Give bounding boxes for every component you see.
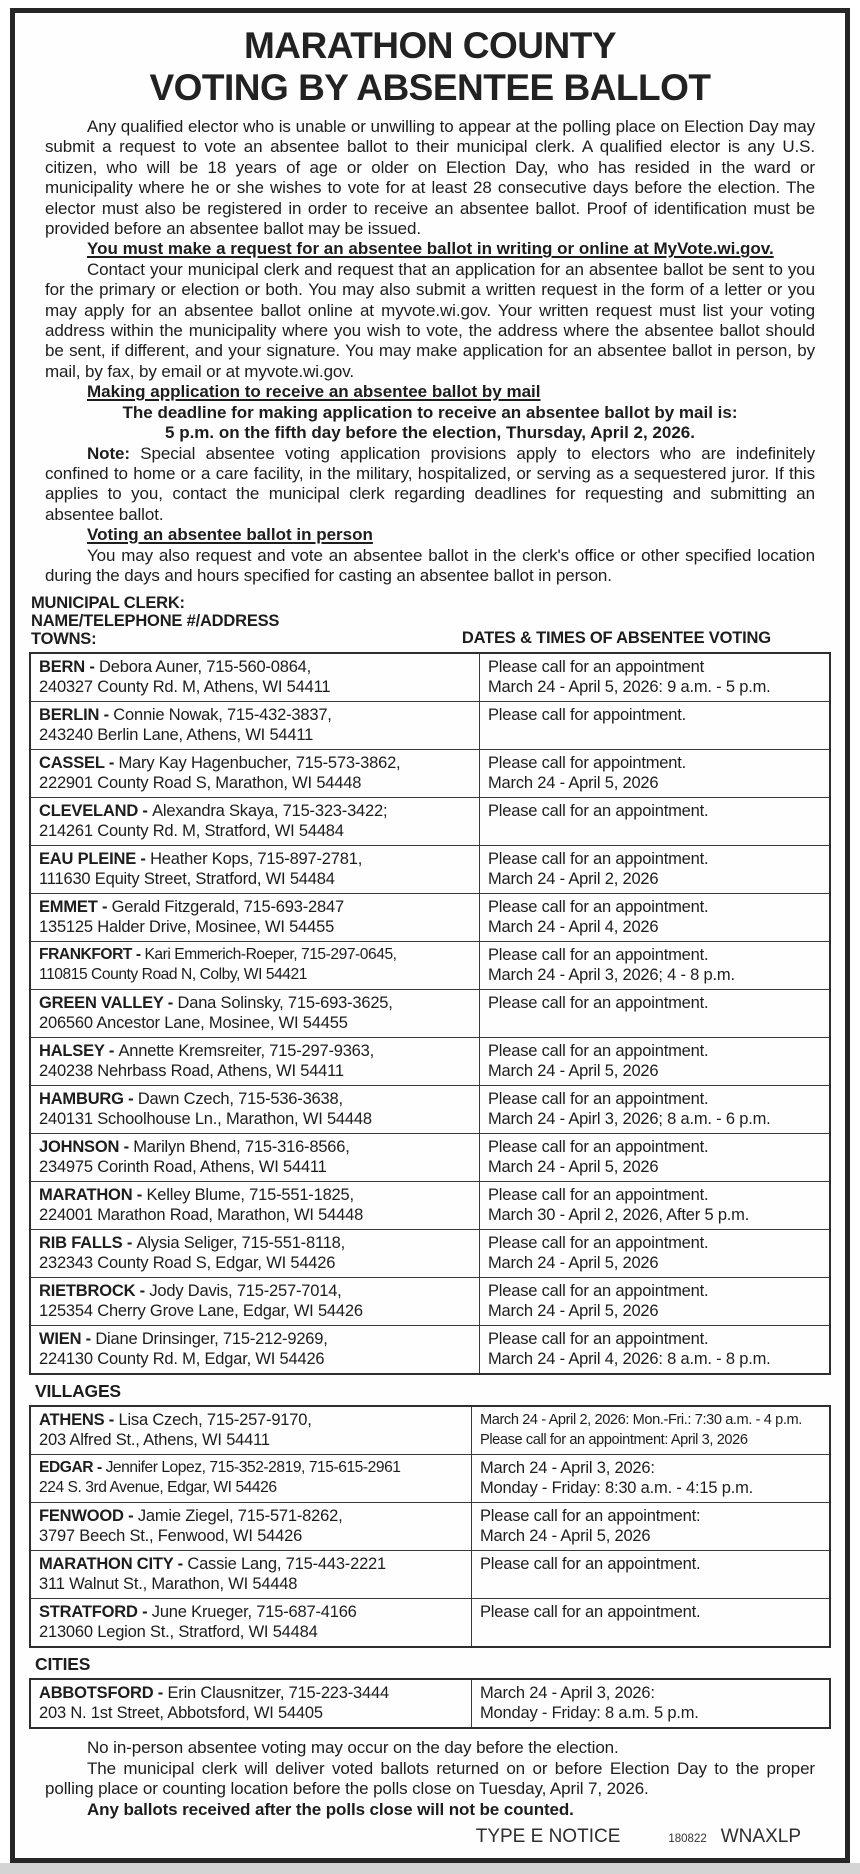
dates-line-2: March 24 - April 2, 2026 — [488, 870, 659, 889]
clerk-header-line-1: MUNICIPAL CLERK: — [31, 594, 185, 613]
dates-line-2: March 24 - Apirl 3, 2026; 8 a.m. - 6 p.m. — [488, 1110, 771, 1129]
clerk-address: 224001 Marathon Road, Marathon, WI 54448 — [39, 1206, 364, 1225]
table-row — [30, 702, 830, 750]
dates-line-1: March 24 - April 3, 2026: — [480, 1459, 655, 1478]
table-row — [30, 942, 830, 990]
table-row — [30, 1134, 830, 1182]
type-e-notice-label: TYPE E NOTICE — [475, 1825, 621, 1847]
dates-cell — [472, 1406, 831, 1455]
clerk-name-phone: Dana Solinsky, 715-693-3625, — [177, 994, 393, 1013]
dates-times-column-header: DATES & TIMES OF ABSENTEE VOTING — [461, 629, 771, 648]
municipality-name: EAU PLEINE - — [39, 850, 151, 869]
dates-cell — [480, 798, 831, 846]
clerk-cell — [30, 702, 480, 750]
table-row — [30, 990, 830, 1038]
dates-line-2: March 24 - April 4, 2026: 8 a.m. - 8 p.m. — [488, 1350, 771, 1369]
clerk-address: 240238 Nehrbass Road, Athens, WI 54411 — [39, 1062, 344, 1081]
dates-cell — [480, 1086, 831, 1134]
dates-cell — [472, 1599, 831, 1648]
dates-line-1: Please call for appointment. — [488, 706, 687, 725]
dates-line-2: Please call for an appointment: April 3, 2026 — [480, 1432, 748, 1449]
clerk-address: 203 N. 1st Street, Abbotsford, WI 54405 — [39, 1704, 323, 1723]
dates-line-2: Monday - Friday: 8:30 a.m. - 4:15 p.m. — [480, 1479, 754, 1498]
towns-table — [29, 652, 831, 1375]
dates-line-1: Please call for an appointment. — [488, 1282, 709, 1301]
dates-cell — [480, 1230, 831, 1278]
dates-line-2: March 24 - April 3, 2026; 4 - 8 p.m. — [488, 966, 735, 985]
clerk-cell — [30, 1086, 480, 1134]
clerk-name-phone: Cassie Lang, 715-443-2221 — [187, 1555, 387, 1574]
clerk-address: 232343 County Road S, Edgar, WI 54426 — [39, 1254, 336, 1273]
clerk-name-phone: June Krueger, 715-687-4166 — [151, 1603, 357, 1622]
clerk-cell — [30, 1326, 480, 1375]
clerk-address: 3797 Beech St., Fenwood, WI 54426 — [39, 1527, 303, 1546]
dates-cell — [472, 1503, 831, 1551]
dates-line-1: Please call for an appointment. — [488, 802, 709, 821]
clerk-address: 234975 Corinth Road, Athens, WI 54411 — [39, 1158, 327, 1177]
heading-application-by-mail: Making application to receive an absentee ballot by mail — [87, 382, 541, 402]
clerk-cell — [30, 1038, 480, 1086]
clerk-cell — [30, 750, 480, 798]
dates-cell — [480, 846, 831, 894]
dates-line-2: March 24 - April 5, 2026 — [488, 1062, 659, 1081]
clerk-name-phone: Dawn Czech, 715-536-3638, — [137, 1090, 343, 1109]
clerk-name-phone: Annette Kremsreiter, 715-297-9363, — [118, 1042, 375, 1061]
municipality-name: RIETBROCK - — [39, 1282, 150, 1301]
clerk-cell — [30, 1455, 472, 1503]
municipality-name: FENWOOD - — [39, 1507, 138, 1526]
clerk-cell — [30, 1134, 480, 1182]
clerk-name-phone: Heather Kops, 715-897-2781, — [150, 850, 363, 869]
dates-cell — [480, 1326, 831, 1375]
clerk-cell — [30, 1599, 472, 1648]
clerk-header-line-3: TOWNS: — [31, 630, 97, 649]
dates-cell — [472, 1551, 831, 1599]
clerk-cell — [30, 894, 480, 942]
footer-ballots-counted-line: Any ballots received after the polls close will not be counted. — [87, 1799, 574, 1819]
footer-block — [29, 1738, 831, 1848]
dates-cell — [472, 1455, 831, 1503]
clerk-address: 110815 County Road N, Colby, WI 54421 — [39, 966, 307, 984]
clerk-cell — [30, 1182, 480, 1230]
table-row — [30, 1455, 830, 1503]
municipality-name: CASSEL - — [39, 754, 119, 773]
dates-line-1: Please call for an appointment. — [480, 1555, 701, 1574]
dates-line-1: Please call for an appointment. — [488, 1234, 709, 1253]
dates-cell — [480, 990, 831, 1038]
dates-line-2: March 24 - April 5, 2026 — [488, 774, 659, 793]
footer-delivery-paragraph: The municipal clerk will deliver voted ballots returned on or before Election Day to the proper polling place or counting location before the polls close on Tuesday, April 7, 2026. — [45, 1758, 815, 1799]
clerk-address: 222901 County Road S, Marathon, WI 54448 — [39, 774, 362, 793]
table-row — [30, 1503, 830, 1551]
clerk-cell — [30, 1679, 472, 1728]
villages-table — [29, 1405, 831, 1648]
clerk-address: 203 Alfred St., Athens, WI 54411 — [39, 1431, 270, 1450]
clerk-name-phone: Jamie Ziegel, 715-571-8262, — [137, 1507, 343, 1526]
table-row — [30, 1278, 830, 1326]
clerk-name-phone: Alexandra Skaya, 715-323-3422; — [152, 802, 388, 821]
clerk-address: 206560 Ancestor Lane, Mosinee, WI 54455 — [39, 1014, 348, 1033]
dates-line-1: Please call for an appointment. — [488, 994, 709, 1013]
clerk-address: 135125 Halder Drive, Mosinee, WI 54455 — [39, 918, 335, 937]
municipality-name: RIB FALLS - — [39, 1234, 137, 1253]
table-row — [30, 1551, 830, 1599]
clerk-name-phone: Kelley Blume, 715-551-1825, — [146, 1186, 354, 1205]
footer-no-inperson-line: No in-person absentee voting may occur on the day before the election. — [87, 1738, 619, 1758]
dates-line-1: March 24 - April 2, 2026: Mon.-Fri.: 7:30 a.m. - 4 p.m. — [480, 1412, 802, 1429]
clerk-cell — [30, 846, 480, 894]
clerk-cell — [30, 653, 480, 702]
dates-line-1: Please call for an appointment. — [488, 1138, 709, 1157]
clerk-name-phone: Erin Clausnitzer, 715-223-3444 — [167, 1684, 389, 1703]
clerk-address: 125354 Cherry Grove Lane, Edgar, WI 54426 — [39, 1302, 363, 1321]
clerk-name-phone: Mary Kay Hagenbucher, 715-573-3862, — [118, 754, 401, 773]
clerk-name-phone: Jennifer Lopez, 715-352-2819, 715-615-2961 — [105, 1459, 401, 1477]
municipality-name: BERN - — [39, 658, 100, 677]
clerk-cell — [30, 1503, 472, 1551]
dates-line-1: Please call for an appointment. — [488, 898, 709, 917]
notice-border-frame — [10, 8, 850, 1863]
note-paragraph — [29, 444, 831, 526]
dates-line-1: Please call for an appointment. — [488, 1090, 709, 1109]
municipality-name: STRATFORD - — [39, 1603, 152, 1622]
dates-cell — [480, 750, 831, 798]
municipality-name: WIEN - — [39, 1330, 96, 1349]
clerk-cell — [30, 942, 480, 990]
heading-request-in-writing: You must make a request for an absentee ballot in writing or online at MyVote.wi.gov. — [87, 239, 774, 259]
dates-line-1: Please call for an appointment: — [480, 1507, 701, 1526]
clerk-cell — [30, 1230, 480, 1278]
clerk-name-phone: Gerald Fitzgerald, 715-693-2847 — [111, 898, 344, 917]
table-row — [30, 1679, 830, 1728]
notice-code: 180822 — [668, 1832, 707, 1845]
dates-line-2: March 24 - April 5, 2026 — [480, 1527, 651, 1546]
table-row — [30, 1086, 830, 1134]
dates-line-2: March 24 - April 5, 2026 — [488, 1158, 659, 1177]
title-line-1: MARATHON COUNTY — [243, 25, 617, 66]
dates-line-2: March 30 - April 2, 2026, After 5 p.m. — [488, 1206, 750, 1225]
table-row — [30, 653, 830, 702]
dates-cell — [480, 1134, 831, 1182]
table-row — [30, 1599, 830, 1648]
table-row — [30, 1326, 830, 1375]
heading-vote-in-person: Voting an absentee ballot in person — [87, 525, 373, 545]
dates-line-1: Please call for an appointment. — [488, 850, 709, 869]
dates-line-2: March 24 - April 4, 2026 — [488, 918, 659, 937]
clerk-cell — [30, 1406, 472, 1455]
clerk-address: 224 S. 3rd Avenue, Edgar, WI 54426 — [39, 1479, 277, 1497]
municipality-name: CLEVELAND - — [39, 802, 153, 821]
in-person-paragraph: You may also request and vote an absentee ballot in the clerk's office or other specified location during the days and hours specified for casting an absentee ballot in person. — [45, 545, 815, 585]
dates-cell — [480, 653, 831, 702]
intro-paragraph: Any qualified elector who is unable or unwilling to appear at the polling place on Election Day may submit a request to vote an absentee ballot to their municipal clerk. A qualified elector is any U.S. citizen, who will be 18 years of age or older on Election Day, who has resided in the ward or municipality where he or she wishes to vote for at least 28 consecutive days before the election. The elector must also be registered in order to receive an absentee ballot. Proof of identification must be provided before an absentee ballot may be issued. — [45, 117, 815, 239]
page-title — [29, 25, 831, 109]
municipality-name: HAMBURG - — [39, 1090, 138, 1109]
title-line-2: VOTING BY ABSENTEE BALLOT — [149, 67, 711, 108]
municipality-name: EMMET - — [39, 898, 112, 917]
municipality-name: ATHENS - — [39, 1411, 119, 1430]
table-row — [30, 1038, 830, 1086]
clerk-cell — [30, 990, 480, 1038]
dates-line-1: Please call for appointment. — [488, 754, 687, 773]
dates-line-2: Monday - Friday: 8 a.m. 5 p.m. — [480, 1704, 699, 1723]
table-row — [30, 846, 830, 894]
clerk-name-phone: Alysia Seliger, 715-551-8118, — [136, 1234, 346, 1253]
dates-cell — [480, 702, 831, 750]
dates-line-1: Please call for an appointment. — [488, 1186, 709, 1205]
clerk-name-phone: Lisa Czech, 715-257-9170, — [118, 1411, 312, 1430]
clerk-address: 240327 County Rd. M, Athens, WI 54411 — [39, 678, 331, 697]
cities-section-label: CITIES — [35, 1654, 91, 1675]
dates-cell — [480, 1278, 831, 1326]
clerk-address: 240131 Schoolhouse Ln., Marathon, WI 54448 — [39, 1110, 372, 1129]
dates-line-2: March 24 - April 5, 2026: 9 a.m. - 5 p.m. — [488, 678, 771, 697]
clerk-name-phone: Debora Auner, 715-560-0864, — [99, 658, 312, 677]
dates-line-1: Please call for an appointment. — [488, 1042, 709, 1061]
municipality-name: MARATHON - — [39, 1186, 147, 1205]
clerk-name-phone: Kari Emmerich-Roeper, 715-297-0645, — [144, 946, 397, 964]
dates-line-1: March 24 - April 3, 2026: — [480, 1684, 655, 1703]
clerk-name-phone: Diane Drinsinger, 715-212-9269, — [95, 1330, 328, 1349]
table-row — [30, 1230, 830, 1278]
dates-line-2: March 24 - April 5, 2026 — [488, 1254, 659, 1273]
table-header-block — [31, 594, 829, 648]
table-row — [30, 750, 830, 798]
clerk-name-phone: Connie Nowak, 715-432-3837, — [113, 706, 332, 725]
clerk-cell — [30, 1551, 472, 1599]
note-text: Special absentee voting application provisions apply to electors who are indefinitely confined to home or a care facility, in the military, hospitalized, or serving as a sequestered juror. If this applies to you, contact the municipal clerk regarding deadlines for requesting and submitting an absentee ballot. — [45, 443, 815, 524]
dates-line-1: Please call for an appointment — [488, 658, 704, 677]
municipality-name: MARATHON CITY - — [39, 1555, 188, 1574]
table-row — [30, 1182, 830, 1230]
clerk-name-phone: Marilyn Bhend, 715-316-8566, — [133, 1138, 350, 1157]
villages-section-label: VILLAGES — [35, 1381, 121, 1402]
wnaxlp-label: WNAXLP — [720, 1825, 801, 1847]
municipality-name: ABBOTSFORD - — [39, 1684, 168, 1703]
note-label: Note: — [87, 443, 130, 463]
clerk-cell — [30, 798, 480, 846]
municipality-name: JOHNSON - — [39, 1138, 134, 1157]
clerk-address: 111630 Equity Street, Stratford, WI 54484 — [39, 870, 335, 889]
dates-line-1: Please call for an appointment. — [488, 946, 709, 965]
dates-cell — [472, 1679, 831, 1728]
dates-line-1: Please call for an appointment. — [480, 1603, 701, 1622]
dates-cell — [480, 1182, 831, 1230]
municipality-name: GREEN VALLEY - — [39, 994, 178, 1013]
dates-cell — [480, 894, 831, 942]
clerk-name-phone: Jody Davis, 715-257-7014, — [149, 1282, 342, 1301]
table-row — [30, 1406, 830, 1455]
clerk-cell — [30, 1278, 480, 1326]
clerk-address: 213060 Legion St., Stratford, WI 54484 — [39, 1623, 318, 1642]
clerk-address: 214261 County Rd. M, Stratford, WI 54484 — [39, 822, 344, 841]
deadline-line-1: The deadline for making application to receive an absentee ballot by mail is: — [122, 402, 738, 422]
municipality-name: EDGAR - — [39, 1459, 106, 1477]
clerk-address: 311 Walnut St., Marathon, WI 54448 — [39, 1575, 298, 1594]
municipality-name: FRANKFORT - — [39, 946, 145, 964]
clerk-address: 224130 County Rd. M, Edgar, WI 54426 — [39, 1350, 325, 1369]
deadline-line-2: 5 p.m. on the fifth day before the election, Thursday, April 2, 2026. — [165, 423, 695, 443]
municipality-name: HALSEY - — [39, 1042, 119, 1061]
publication-line — [29, 1826, 801, 1848]
table-row — [30, 894, 830, 942]
dates-cell — [480, 1038, 831, 1086]
clerk-address: 243240 Berlin Lane, Athens, WI 54411 — [39, 726, 314, 745]
clerk-header-line-2: NAME/TELEPHONE #/ADDRESS — [31, 612, 280, 631]
table-row — [30, 798, 830, 846]
dates-cell — [480, 942, 831, 990]
scan-edge-strip — [0, 1863, 860, 1874]
municipality-name: BERLIN - — [39, 706, 114, 725]
dates-line-2: March 24 - April 5, 2026 — [488, 1302, 659, 1321]
contact-clerk-paragraph: Contact your municipal clerk and request that an application for an absentee ballot be sent to you for the primary or election or both. You may also submit a written request in the form of a letter or you may apply for an absentee ballot online at myvote.wi.gov. Your written request must list your voting address within the municipality where you wish to vote, the address where the absentee ballot should be sent, if different, and your signature. You may make application for an absentee ballot in person, by mail, by fax, by email or at myvote.wi.gov. — [45, 259, 815, 381]
cities-table — [29, 1678, 831, 1729]
dates-line-1: Please call for an appointment. — [488, 1330, 709, 1349]
legal-notice-page — [0, 8, 860, 1874]
